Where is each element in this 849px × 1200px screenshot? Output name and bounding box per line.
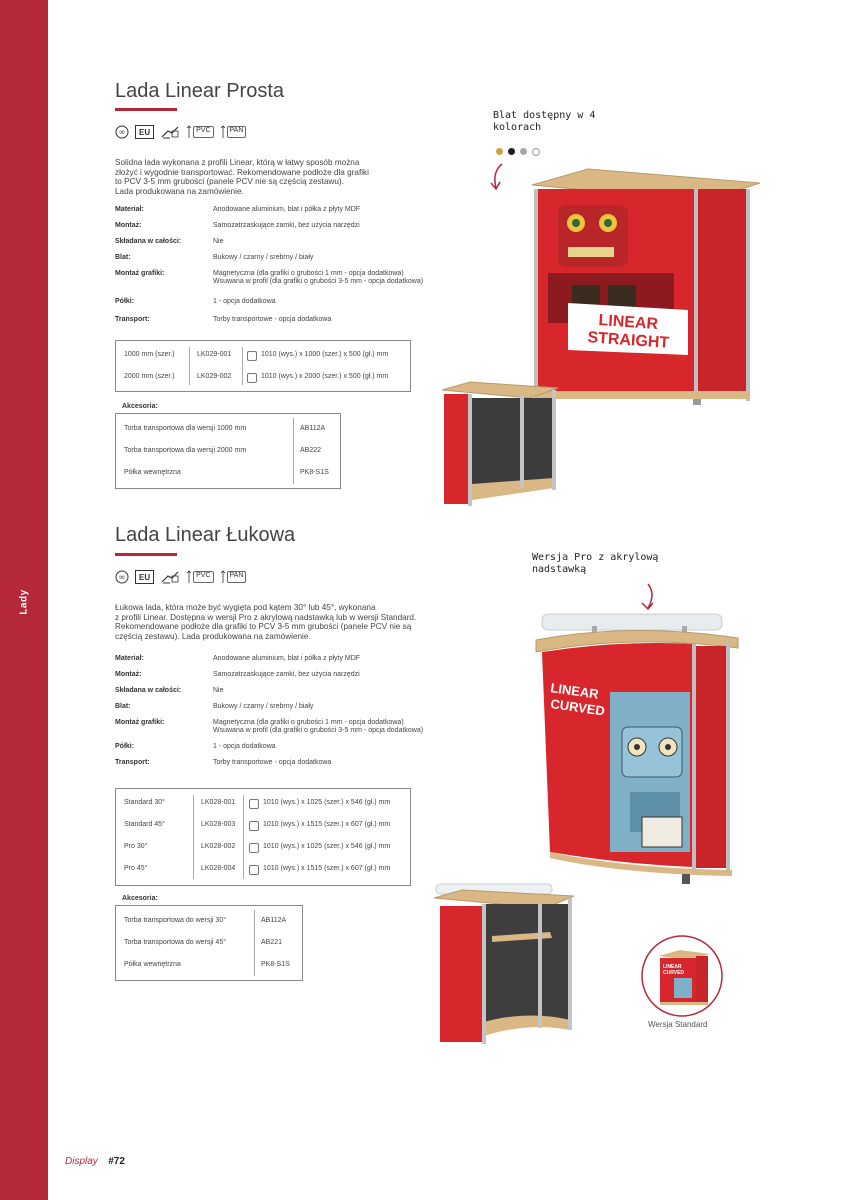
spec-label: Blat: xyxy=(115,254,131,261)
table-row xyxy=(116,916,302,926)
accessory-code: PK8-S1S xyxy=(261,961,290,968)
sidebar-label: Lady xyxy=(18,589,30,615)
product1-back-view-image xyxy=(440,380,560,510)
variant-code: LK028-004 xyxy=(201,865,236,872)
infinity-icon xyxy=(115,125,129,139)
footer-page-number: #72 xyxy=(108,1156,125,1167)
product1-description: Solidna lada wykonana z profili Linear, którą w łatwy sposób można złożyć i wygodnie transportować. Rekomendowane podłoże dla grafiki to PCV 3-5 mm grubości (panele PCV nie są częścią zestawu). Lada produkowana na zamówienie. xyxy=(115,158,369,196)
product1-accessories-table xyxy=(115,413,341,489)
product2-pro-note: Wersja Pro z akrylową nadstawką xyxy=(532,552,659,575)
spec-label: Montaż grafiki: xyxy=(115,270,165,277)
spec-label: Składana w całości: xyxy=(115,687,182,694)
accessory-code: AB222 xyxy=(300,447,322,454)
dimensions-icon xyxy=(249,865,259,875)
pvc-label: PVC xyxy=(193,126,213,138)
variant-code: LK029-001 xyxy=(197,351,232,358)
eu-badge: EU xyxy=(135,125,154,139)
variant-size: Standard 45° xyxy=(124,821,165,828)
spec-value: Nie xyxy=(213,687,224,694)
spec-value: Torby transportowe - opcja dodatkowa xyxy=(213,316,332,323)
accessory-name: Torba transportowa dla wersji 1000 mm xyxy=(124,425,247,432)
curved-arrow-icon xyxy=(636,582,660,614)
variant-size: 2000 mm (szer.) xyxy=(124,373,175,380)
footer xyxy=(65,1151,125,1169)
accessory-code: AB112A xyxy=(261,917,287,924)
color-swatch-black xyxy=(508,148,515,155)
dimensions-icon xyxy=(247,351,257,361)
product2-title-rule xyxy=(115,553,177,556)
product2-specs xyxy=(115,655,455,775)
product2-accessories-title: Akcesoria: xyxy=(122,895,158,902)
standard-version-caption: Wersja Standard xyxy=(648,1020,708,1029)
spec-label: Półki: xyxy=(115,743,135,750)
table-row xyxy=(116,424,340,434)
table-row xyxy=(116,842,410,852)
svg-text:CURVED: CURVED xyxy=(549,696,606,719)
product1-title: Lada Linear Prosta xyxy=(115,80,285,102)
product1-color-note: Blat dostępny w 4 kolorach xyxy=(493,110,596,133)
svg-text:LINEAR: LINEAR xyxy=(598,311,659,334)
variant-size: Standard 30° xyxy=(124,799,165,806)
variant-dims: 1010 (wys.) x 1515 (szer.) x 607 (gł.) mm xyxy=(263,865,391,872)
variant-size: 1000 mm (szer.) xyxy=(124,351,175,358)
hand-slot-icon xyxy=(160,125,180,139)
table-row xyxy=(116,960,302,970)
table-row xyxy=(116,468,340,478)
footer-section: Display xyxy=(65,1156,98,1167)
pan-icon xyxy=(220,570,247,584)
product1-specs xyxy=(115,206,455,326)
variant-code: LK028-001 xyxy=(201,799,236,806)
spec-value: Anodowane aluminium, blat i półka z płyty MDF xyxy=(213,655,361,662)
accessory-name: Torba transportowa do wersji 45° xyxy=(124,939,227,946)
table-row xyxy=(116,864,410,874)
table-row xyxy=(116,372,410,382)
variant-code: LK028-002 xyxy=(201,843,236,850)
spec-value: Anodowane aluminium, blat i półka z płyty MDF xyxy=(213,206,361,213)
pvc-icon xyxy=(186,125,213,139)
accessory-name: Torba transportowa do wersji 30° xyxy=(124,917,227,924)
variant-dims: 1010 (wys.) x 1025 (szer.) x 546 (gł.) mm xyxy=(263,799,391,806)
variant-dims: 1010 (wys.) x 2000 (szer.) x 500 (gł.) mm xyxy=(261,373,389,380)
accessory-code: AB221 xyxy=(261,939,283,946)
accessory-code: PK8-S1S xyxy=(300,469,329,476)
spec-value: 1 - opcja dodatkowa xyxy=(213,298,276,305)
product2-accessories-table xyxy=(115,905,303,981)
spec-label: Transport: xyxy=(115,759,150,766)
table-row xyxy=(116,350,410,360)
spec-label: Półki: xyxy=(115,298,135,305)
product2-feature-icons xyxy=(115,570,246,584)
spec-value: Nie xyxy=(213,238,224,245)
spec-label: Transport: xyxy=(115,316,150,323)
spec-value: Torby transportowe - opcja dodatkowa xyxy=(213,759,332,766)
pvc-label: PVC xyxy=(193,571,213,583)
spec-label: Montaż: xyxy=(115,671,142,678)
dimensions-icon xyxy=(247,373,257,383)
variant-dims: 1010 (wys.) x 1515 (szer.) x 607 (gł.) mm xyxy=(263,821,391,828)
pan-icon xyxy=(220,125,247,139)
product2-description: Łukowa lada, która może być wygięta pod kątem 30° lub 45°, wykonana z profili Linear. Dostępna w wersji Pro z akrylową nadstawką lub w wersji Standard. Rekomendowane podłoże dla grafiki to PCV 3-5 mm grubości (panele PCV nie są częścią zestawu). Lada produkowana na zamówienie. xyxy=(115,603,417,641)
variant-dims: 1010 (wys.) x 1025 (szer.) x 546 (gł.) mm xyxy=(263,843,391,850)
spec-value: Samozatrzaskujące zamki, bez użycia narzędzi xyxy=(213,671,360,678)
spec-label: Składana w całości: xyxy=(115,238,182,245)
pan-label: PAN xyxy=(227,571,247,583)
product2-variants-table xyxy=(115,788,411,886)
spec-value: Bukowy / czarny / srebrny / biały xyxy=(213,703,314,710)
spec-value: Samozatrzaskujące zamki, bez użycia narzędzi xyxy=(213,222,360,229)
spec-label: Montaż: xyxy=(115,222,142,229)
svg-text:STRAIGHT: STRAIGHT xyxy=(586,329,670,352)
spec-value: Magnetyczna (dla grafiki o grubości 1 mm - opcja dodatkowa) Wsuwana w profil (dla grafiki o grubości 3-5 mm - opcja dodatkowa) xyxy=(213,719,424,734)
table-row xyxy=(116,446,340,456)
variant-size: Pro 45° xyxy=(124,865,148,872)
variant-dims: 1010 (wys.) x 1000 (szer.) x 500 (gł.) mm xyxy=(261,351,389,358)
spec-label: Blat: xyxy=(115,703,131,710)
spec-value: Magnetyczna (dla grafiki o grubości 1 mm - opcja dodatkowa) Wsuwana w profil (dla grafiki o grubości 3-5 mm - opcja dodatkowa) xyxy=(213,270,424,285)
spec-label: Materiał: xyxy=(115,655,144,662)
dimensions-icon xyxy=(249,843,259,853)
variant-code: LK029-002 xyxy=(197,373,232,380)
svg-text:LINEAR: LINEAR xyxy=(549,680,600,702)
color-swatch-beech xyxy=(496,148,503,155)
dimensions-icon xyxy=(249,821,259,831)
top-color-swatches xyxy=(496,148,545,156)
variant-code: LK028-003 xyxy=(201,821,236,828)
product1-feature-icons xyxy=(115,125,246,139)
product1-main-image xyxy=(528,165,760,410)
color-swatch-white xyxy=(532,148,540,156)
product1-title-rule xyxy=(115,108,177,111)
product1-accessories-title: Akcesoria: xyxy=(122,403,158,410)
spec-value: 1 - opcja dodatkowa xyxy=(213,743,276,750)
table-row xyxy=(116,938,302,948)
dimensions-icon xyxy=(249,799,259,809)
sidebar-band xyxy=(0,0,48,1200)
infinity-icon xyxy=(115,570,129,584)
standard-version-thumbnail xyxy=(640,934,724,1018)
pvc-icon xyxy=(186,570,213,584)
accessory-name: Półka wewnętrzna xyxy=(124,469,181,476)
eu-badge: EU xyxy=(135,570,154,584)
spec-value: Bukowy / czarny / srebrny / biały xyxy=(213,254,314,261)
pan-label: PAN xyxy=(227,126,247,138)
product2-back-view-image xyxy=(432,880,576,1050)
product2-main-image xyxy=(532,612,746,887)
table-row xyxy=(116,798,410,808)
accessory-name: Torba transportowa dla wersji 2000 mm xyxy=(124,447,247,454)
color-swatch-silver xyxy=(520,148,527,155)
svg-text:∞: ∞ xyxy=(118,572,126,582)
hand-slot-icon xyxy=(160,570,180,584)
accessory-code: AB112A xyxy=(300,425,326,432)
curved-arrow-icon xyxy=(488,162,512,194)
product2-title: Lada Linear Łukowa xyxy=(115,524,296,546)
svg-text:CURVED: CURVED xyxy=(663,970,685,976)
svg-text:∞: ∞ xyxy=(118,127,126,137)
product1-variants-table xyxy=(115,340,411,392)
variant-size: Pro 30° xyxy=(124,843,148,850)
svg-text:LINEAR: LINEAR xyxy=(663,964,682,970)
spec-label: Materiał: xyxy=(115,206,144,213)
accessory-name: Półka wewnętrzna xyxy=(124,961,181,968)
spec-label: Montaż grafiki: xyxy=(115,719,165,726)
table-row xyxy=(116,820,410,830)
